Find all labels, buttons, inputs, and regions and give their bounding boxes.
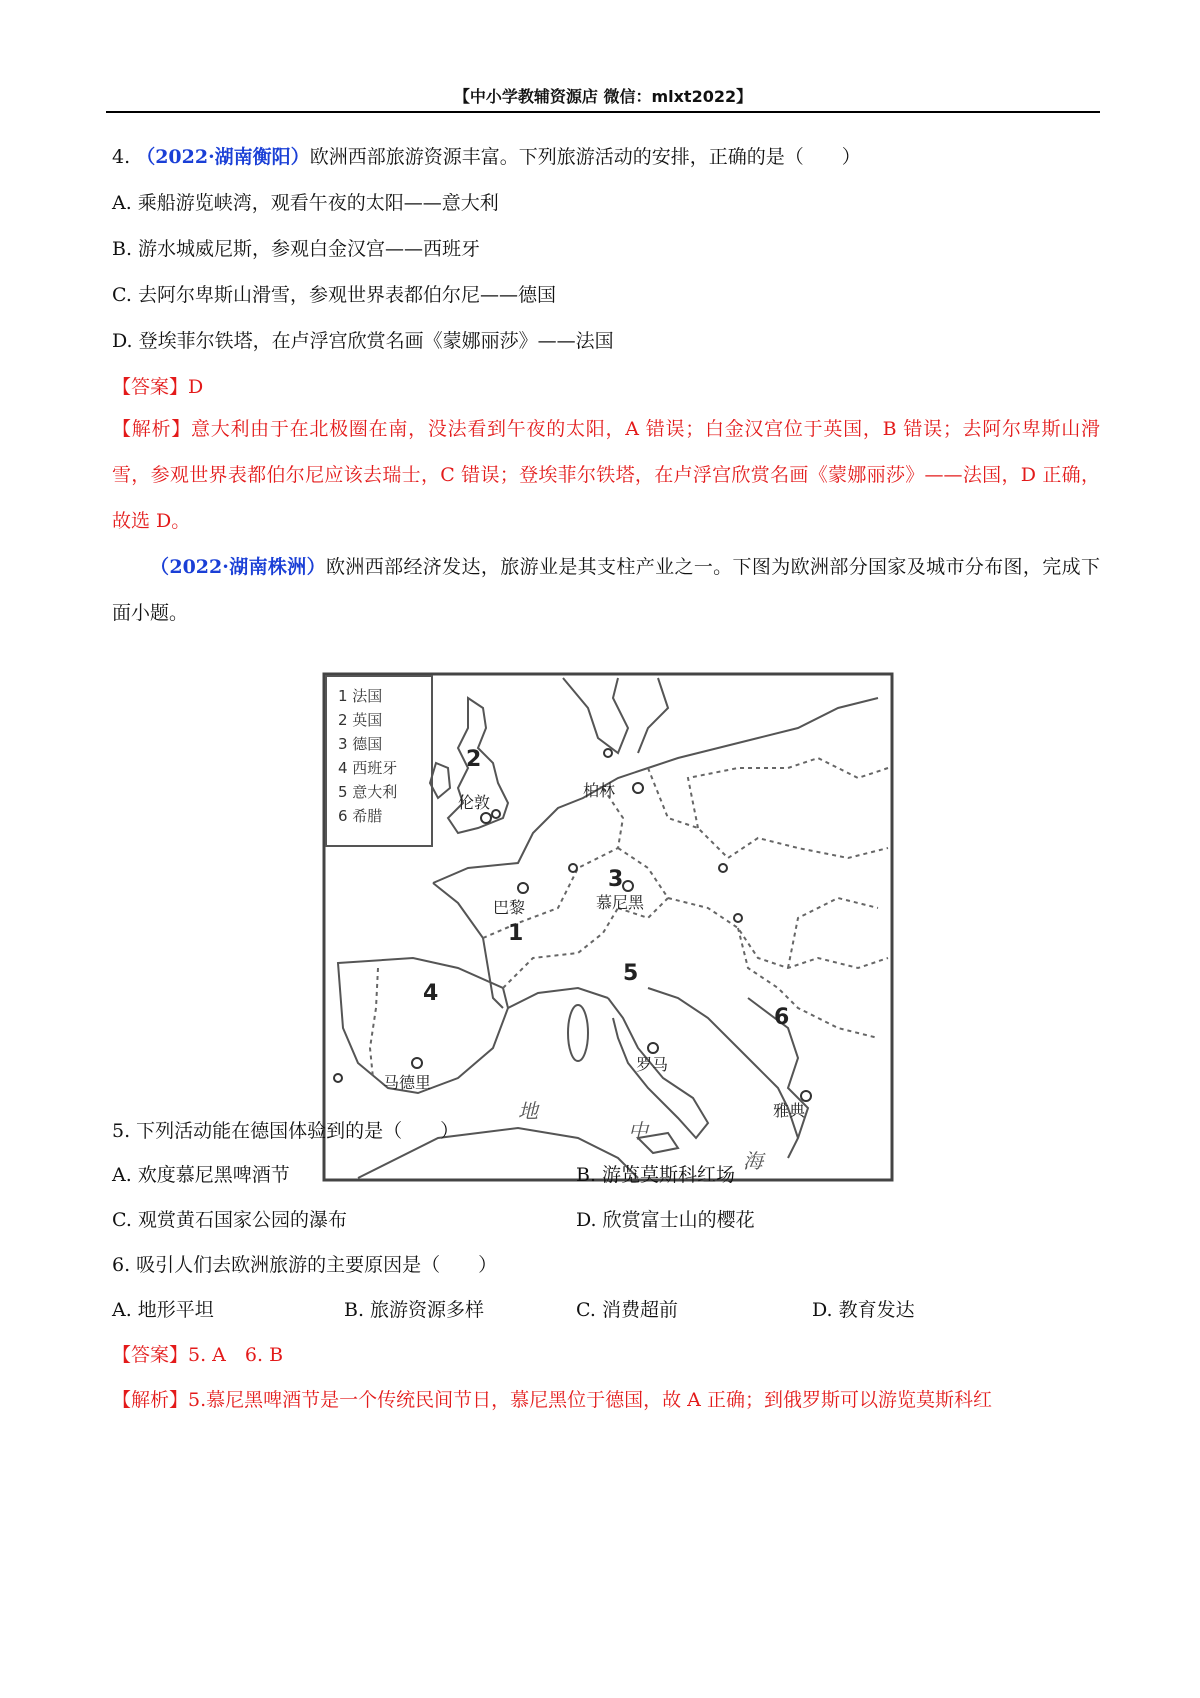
header-divider [106,111,1100,113]
region-number-5: 5 [623,961,639,986]
region-number-6: 6 [774,1005,790,1030]
analysis-text: 5.慕尼黑啤酒节是一个传统民间节日，慕尼黑位于德国，故 A 正确；到俄罗斯可以游览莫斯科红 [188,1389,992,1411]
city-paris: 巴黎 [493,898,526,917]
option-a: A. 欢度慕尼黑啤酒节 [112,1164,290,1186]
analysis-label: 【解析】 [112,1389,189,1411]
sea-char: 地 [518,1099,538,1123]
city-rome: 罗马 [636,1055,669,1074]
legend-item: 1 法国 [338,687,383,705]
city-athens: 雅典 [773,1101,806,1120]
answer-value: D [188,376,204,398]
question-number: 4. [112,146,131,168]
question-5: 5. 下列活动能在德国体验到的是（ ） [112,1120,460,1142]
city-berlin: 柏林 [583,781,616,800]
region-number-2: 2 [466,747,482,772]
option-b: B. 游览莫斯科红场 [576,1164,736,1186]
europe-map [318,668,903,1187]
city-munich: 慕尼黑 [596,893,645,912]
passage-intro [112,544,1100,636]
option-b: B. 游水城威尼斯，参观白金汉宫——西班牙 [112,238,481,260]
answer-label: 【答案】 [112,1344,189,1366]
option-b: B. 旅游资源多样 [344,1299,485,1321]
option-c: C. 消费超前 [576,1299,678,1321]
question-stem: 欧洲西部旅游资源丰富。下列旅游活动的安排，正确的是（ ） [309,146,861,168]
answer-4 [112,372,203,399]
intro-source: （2022·湖南株洲） [150,556,327,578]
option-c: C. 观赏黄石国家公园的瀑布 [112,1209,347,1231]
sea-char: 海 [743,1149,763,1173]
answer-value: 5. A 6. B [188,1344,284,1366]
sea-char: 中 [628,1119,648,1143]
option-a: A. 乘船游览峡湾，观看午夜的太阳——意大利 [112,192,499,214]
question-4 [112,142,861,169]
legend-item: 2 英国 [338,711,383,729]
legend-item: 6 希腊 [338,807,383,825]
city-london: 伦敦 [458,793,491,812]
legend-item: 4 西班牙 [338,759,398,777]
answer-5-6 [112,1340,283,1367]
city-madrid: 马德里 [383,1073,432,1092]
intro-text: 欧洲西部经济发达，旅游业是其支柱产业之一。下图为欧洲部分国家及城市分布图，完成下面小题。 [112,556,1100,624]
legend-item: 5 意大利 [338,783,398,801]
option-d: D. 欣赏富士山的樱花 [576,1209,755,1231]
answer-label: 【答案】 [112,376,189,398]
analysis-text: 意大利由于在北极圈在南，没法看到午夜的太阳，A 错误；白金汉宫位于英国，B 错误；去阿尔卑斯山滑雪，参观世界表都伯尔尼应该去瑞士，C 错误；登埃菲尔铁塔，在卢浮宫欣赏名画《蒙娜丽莎》——法国，D 正确，故选 D。 [112,418,1100,532]
page-header: 【中小学教辅资源店 微信：mlxt2022】 [453,87,753,106]
question-source: （2022·湖南衡阳） [136,146,310,168]
question-6: 6. 吸引人们去欧洲旅游的主要原因是（ ） [112,1254,498,1276]
option-c: C. 去阿尔卑斯山滑雪，参观世界表都伯尔尼——德国 [112,284,556,306]
analysis-4 [112,406,1100,544]
region-number-4: 4 [423,981,439,1006]
region-number-1: 1 [508,921,524,946]
option-d: D. 登埃菲尔铁塔，在卢浮宫欣赏名画《蒙娜丽莎》——法国 [112,330,614,352]
analysis-label: 【解析】 [112,418,191,440]
analysis-5-6 [112,1385,992,1412]
region-number-3: 3 [608,867,624,892]
option-a: A. 地形平坦 [112,1299,214,1321]
option-d: D. 教育发达 [812,1299,915,1321]
legend-item: 3 德国 [338,735,383,753]
